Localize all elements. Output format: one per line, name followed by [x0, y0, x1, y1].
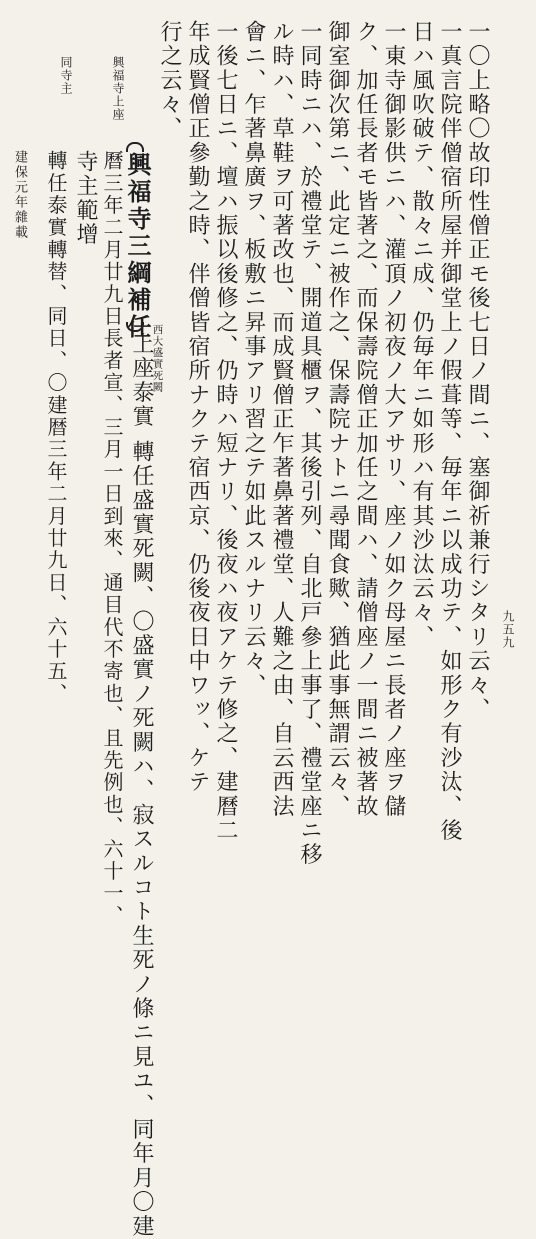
text-column-1: 一〇上略〇故印性僧正モ後七日ノ間ニ、塞御祈兼行シタリ云々、 — [465, 20, 490, 722]
entry-text-line-1: 轉任盛實死闕、〇盛實ノ死闕ハ、寂スルコト生死ノ條ニ見ユ、同年月〇建 — [129, 440, 154, 1239]
side-note-kofukuji-jouza: 興福寺上座 — [111, 56, 125, 121]
heading-bracket-top — [126, 142, 144, 152]
section-heading: 興福寺三綱補任 — [123, 152, 152, 341]
text-column-7: 一同時ニハ、於禮堂テ、開道具櫃ヲ、其後引列、自北戸參上事了、禮堂座ニ移 — [297, 20, 322, 867]
text-column-8: ル時ハ、草鞋ヲ可著改也、而成賢僧正乍著鼻著禮堂、人難之由、自云西法 — [269, 20, 294, 819]
text-column-9: 會ニ、乍著鼻廣ヲ、板敷ニ昇事アリ習之テ如此スルナリ云々、 — [241, 20, 266, 698]
text-column-2: 一真言院伴僧宿所屋并御堂上ノ假葺等、毎年ニ以成功テ、如形ク有沙汰、後 — [437, 20, 462, 843]
text-column-4: 一東寺御影供ニハ、灌頂ノ初夜ノ大アサリ、座ノ如ク母屋ニ長者ノ座ヲ儲 — [381, 20, 406, 819]
entry-jishu-hanzo: 寺主範增 — [73, 150, 98, 247]
text-column-3: 日ハ風吹破テ、散々ニ成、仍毎年ニ如形ハ有其沙汰云々、 — [409, 20, 434, 650]
entry-text-line-3: 轉任泰實轉替、同日、〇建暦三年二月廿九日、六十五、 — [44, 150, 68, 705]
page-number: 九五九 — [501, 610, 515, 649]
side-note-do-jishu: 同寺主 — [59, 56, 73, 95]
running-head: 建保元年雜載 — [12, 150, 27, 240]
text-column-10: 一後七日ニ、壇ハ振以後修之、仍時ハ短ナリ、後夜ハ夜アケテ修之、建曆二 — [213, 20, 238, 843]
text-column-12: 行之云々、 — [157, 20, 182, 141]
entry-text-line-2: 曆三年二月廿九日長者宣、三月一日到來、通目代不寄也、且先例也、六十一、 — [100, 150, 124, 927]
entry-jouza-yasuzane: 上座泰實 — [129, 332, 154, 429]
text-column-11: 年成賢僧正參勤之時、伴僧皆宿所ナクテ宿西京、仍後夜日中ワッ、ケテ — [185, 20, 210, 795]
text-column-6: 御室御次第ニ、此定ニ被作之、保壽院ナトニ尋聞食歟、猶此事無謂云々、 — [325, 20, 350, 819]
heading-note: 西大盛實死闕 — [151, 324, 164, 393]
text-column-5: ク、加任長者モ皆著之、而保壽院僧正加任之間ハ、請僧座ノ一間ニ被著故 — [353, 20, 378, 819]
